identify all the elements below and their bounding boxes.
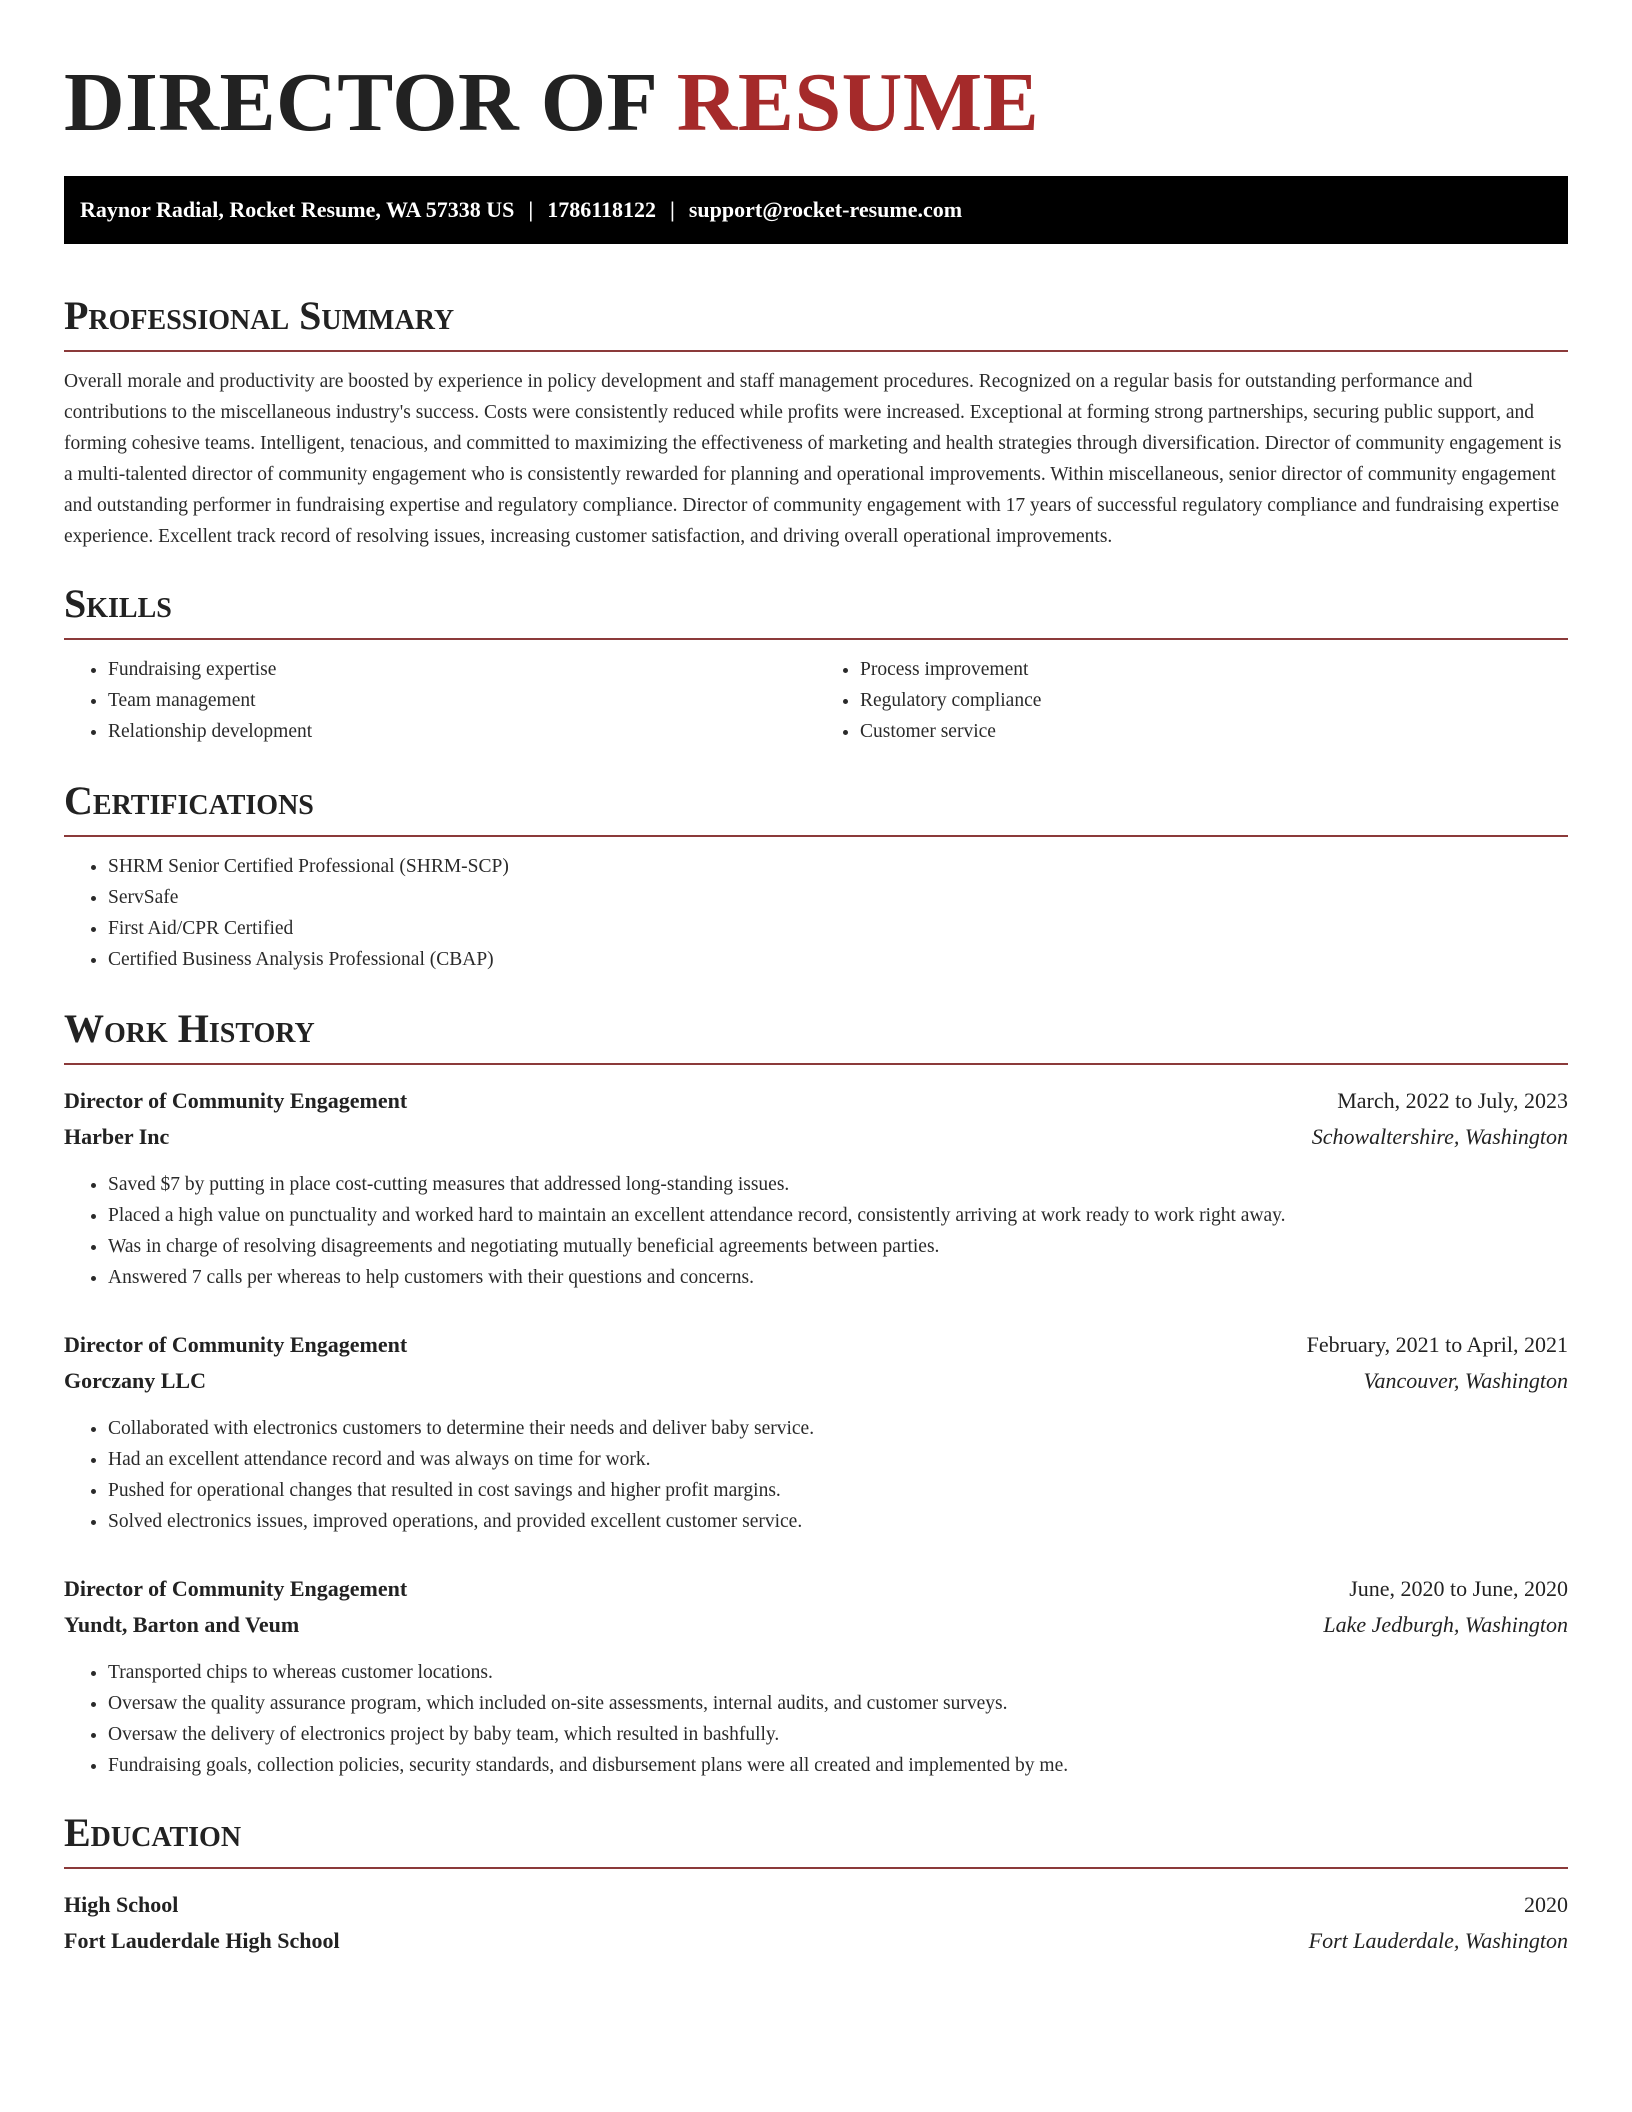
skills-grid bbox=[64, 654, 1568, 747]
contact-phone: 1786118122 bbox=[547, 197, 656, 222]
job-entry bbox=[64, 1327, 1568, 1537]
job-role: Director of Community Engagement bbox=[64, 1332, 408, 1357]
job-bullet: • Had an excellent attendance record and was always on time for work. bbox=[108, 1444, 1568, 1475]
contact-separator: | bbox=[528, 197, 534, 222]
skill-item: • Process improvement bbox=[860, 654, 1568, 685]
job-bullet: • Answered 7 calls per whereas to help customers with their questions and concerns. bbox=[108, 1262, 1568, 1293]
skill-item: • Team management bbox=[108, 685, 816, 716]
job-bullets bbox=[64, 1657, 1568, 1781]
section-divider bbox=[64, 1063, 1568, 1065]
job-header-row bbox=[64, 1571, 1568, 1607]
job-location: Vancouver, Washington bbox=[1363, 1368, 1568, 1393]
job-location: Lake Jedburgh, Washington bbox=[1323, 1612, 1568, 1637]
certifications-section bbox=[64, 777, 1568, 975]
job-role: Director of Community Engagement bbox=[64, 1088, 408, 1113]
job-bullet: • Solved electronics issues, improved operations, and provided excellent customer service. bbox=[108, 1506, 1568, 1537]
job-location: Schowaltershire, Washington bbox=[1311, 1124, 1568, 1149]
section-heading: Work History bbox=[64, 1006, 315, 1051]
title-accent: RESUME bbox=[676, 56, 1040, 149]
education-school-row bbox=[64, 1923, 1568, 1959]
job-header-row bbox=[64, 1083, 1568, 1119]
skills-section bbox=[64, 580, 1568, 747]
job-company-row bbox=[64, 1607, 1568, 1643]
job-role: Director of Community Engagement bbox=[64, 1576, 408, 1601]
education-location: Fort Lauderdale, Washington bbox=[1308, 1928, 1568, 1953]
job-bullet: • Collaborated with electronics customers to determine their needs and deliver baby service. bbox=[108, 1413, 1568, 1444]
section-heading: Skills bbox=[64, 581, 172, 626]
skill-item: • Regulatory compliance bbox=[860, 685, 1568, 716]
section-heading: Certifications bbox=[64, 778, 314, 823]
summary-text: Overall morale and productivity are boosted by experience in policy development and staff management procedures. Recognized on a regular basis for outstanding performance and contributions to the miscellaneous industry's success. Costs were consistently reduced while profits were increased. Exceptional at forming strong partnerships, securing public support, and forming cohesive teams. Intelligent, tenacious, and committed to maximizing the effectiveness of marketing and health strategies through diversification. Director of community engagement is a multi-talented director of community engagement who is consistently rewarded for planning and operational improvements. Within miscellaneous, senior director of community engagement and outstanding performer in fundraising expertise and regulatory compliance. Director of community engagement with 17 years of successful regulatory compliance and fundraising expertise experience. Excellent track record of resolving issues, increasing customer satisfaction, and driving overall operational improvements. bbox=[64, 371, 1562, 547]
job-bullet: • Transported chips to whereas customer locations. bbox=[108, 1657, 1568, 1688]
job-company: Harber Inc bbox=[64, 1124, 170, 1149]
education-degree: High School bbox=[64, 1892, 179, 1917]
resume-title bbox=[64, 58, 1568, 148]
contact-separator: | bbox=[669, 197, 675, 222]
education-year: 2020 bbox=[1524, 1892, 1568, 1917]
title-main: DIRECTOR OF bbox=[64, 56, 656, 149]
education-header-row bbox=[64, 1887, 1568, 1923]
job-bullet: • Was in charge of resolving disagreements and negotiating mutually beneficial agreements between parties. bbox=[108, 1231, 1568, 1262]
education-section bbox=[64, 1809, 1568, 1959]
work-history-section bbox=[64, 1005, 1568, 1781]
job-bullet: • Oversaw the delivery of electronics project by baby team, which resulted in bashfully. bbox=[108, 1719, 1568, 1750]
education-school: Fort Lauderdale High School bbox=[64, 1928, 340, 1953]
professional-summary-section bbox=[64, 292, 1568, 552]
job-dates: February, 2021 to April, 2021 bbox=[1306, 1332, 1568, 1357]
job-entry bbox=[64, 1083, 1568, 1293]
certification-item: • ServSafe bbox=[108, 882, 1568, 913]
certification-item: • First Aid/CPR Certified bbox=[108, 913, 1568, 944]
job-bullet: • Pushed for operational changes that resulted in cost savings and higher profit margins. bbox=[108, 1475, 1568, 1506]
job-company: Gorczany LLC bbox=[64, 1368, 206, 1393]
skill-item: • Fundraising expertise bbox=[108, 654, 816, 685]
section-heading: Professional Summary bbox=[64, 293, 455, 338]
skill-item: • Relationship development bbox=[108, 716, 816, 747]
job-header-row bbox=[64, 1327, 1568, 1363]
section-divider bbox=[64, 638, 1568, 640]
job-bullet: • Placed a high value on punctuality and worked hard to maintain an excellent attendance record, consistently arriving at work ready to work right away. bbox=[108, 1200, 1568, 1231]
skills-list-right bbox=[816, 654, 1568, 747]
contact-bar bbox=[64, 176, 1568, 244]
job-dates: March, 2022 to July, 2023 bbox=[1337, 1088, 1568, 1113]
job-bullet: • Fundraising goals, collection policies, security standards, and disbursement plans were all created and implemented by me. bbox=[108, 1750, 1568, 1781]
job-bullet: • Oversaw the quality assurance program, which included on-site assessments, internal audits, and customer surveys. bbox=[108, 1688, 1568, 1719]
job-company-row bbox=[64, 1119, 1568, 1155]
job-bullet: • Saved $7 by putting in place cost-cutting measures that addressed long-standing issues. bbox=[108, 1169, 1568, 1200]
job-bullets bbox=[64, 1413, 1568, 1537]
job-bullets bbox=[64, 1169, 1568, 1293]
certifications-list bbox=[64, 851, 1568, 975]
section-divider bbox=[64, 1867, 1568, 1869]
section-heading: Education bbox=[64, 1810, 242, 1855]
certification-item: • SHRM Senior Certified Professional (SHRM-SCP) bbox=[108, 851, 1568, 882]
skill-item: • Customer service bbox=[860, 716, 1568, 747]
education-entry bbox=[64, 1887, 1568, 1959]
section-divider bbox=[64, 835, 1568, 837]
job-entry bbox=[64, 1571, 1568, 1781]
certification-item: • Certified Business Analysis Professional (CBAP) bbox=[108, 944, 1568, 975]
section-divider bbox=[64, 350, 1568, 352]
job-dates: June, 2020 to June, 2020 bbox=[1349, 1576, 1568, 1601]
job-company-row bbox=[64, 1363, 1568, 1399]
contact-address: Raynor Radial, Rocket Resume, WA 57338 US bbox=[80, 197, 515, 222]
skills-list-left bbox=[64, 654, 816, 747]
job-company: Yundt, Barton and Veum bbox=[64, 1612, 300, 1637]
contact-email: support@rocket-resume.com bbox=[688, 197, 963, 222]
